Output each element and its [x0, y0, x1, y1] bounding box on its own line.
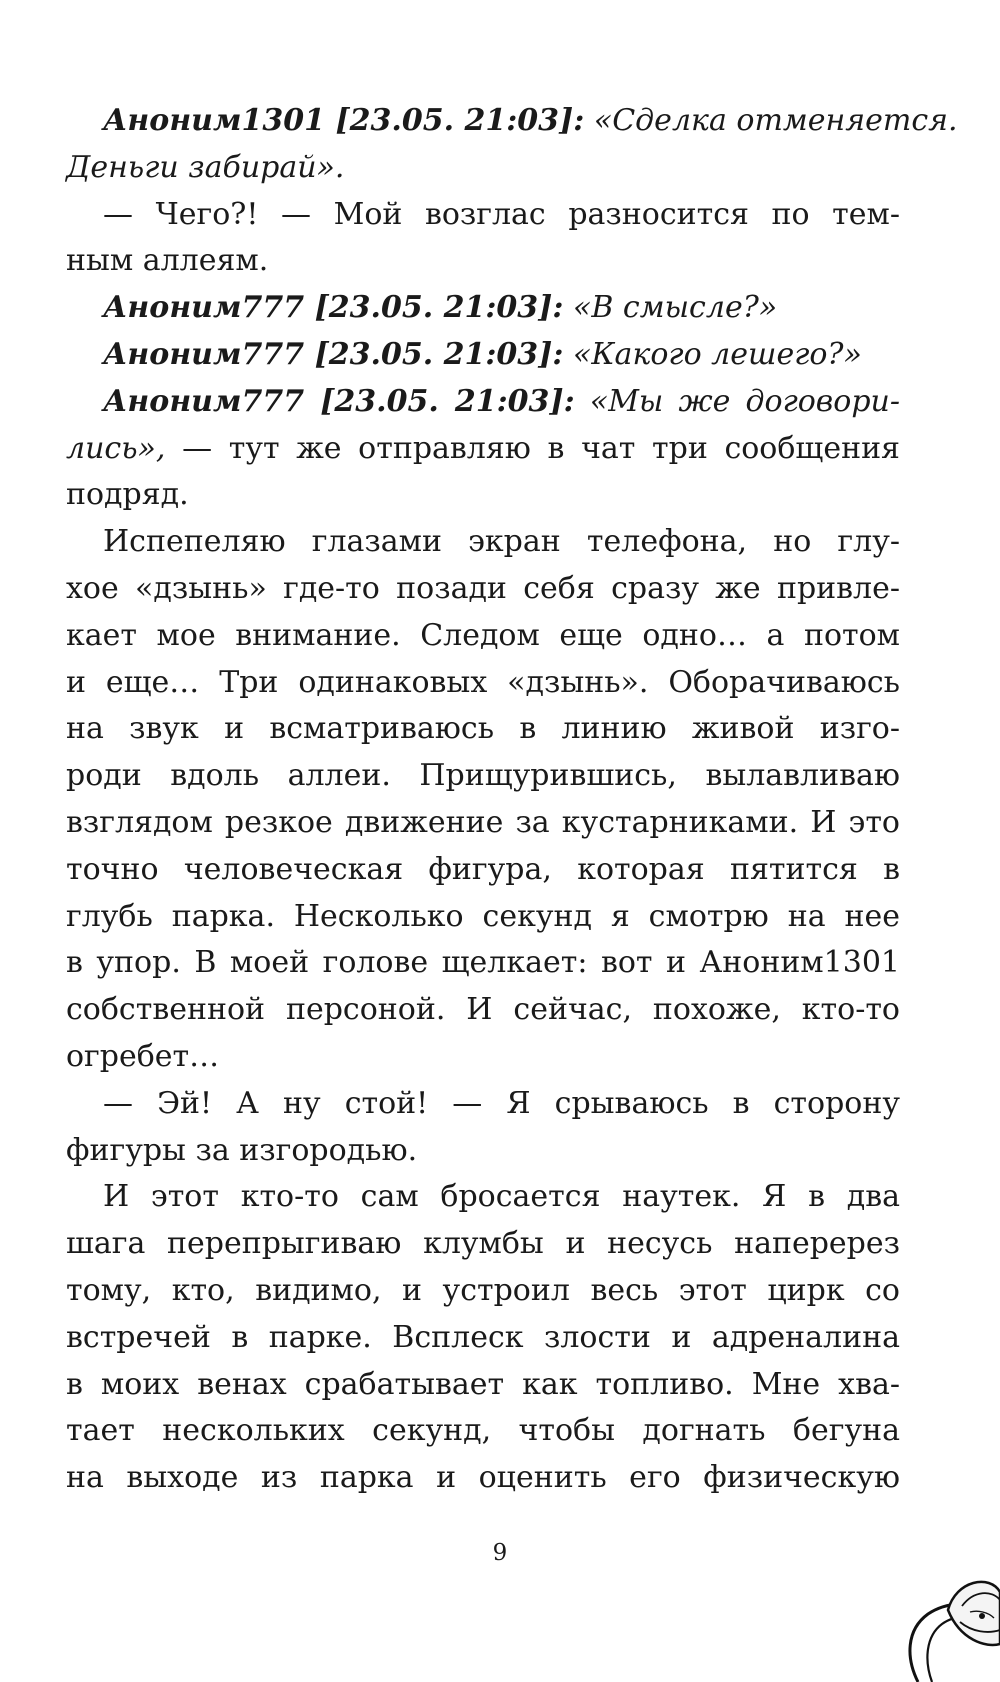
text-line: взглядом резкое движение за кустарниками. И это [66, 804, 900, 840]
page-body-text [66, 98, 958, 1502]
narration-text: — тут же отправляю в чат три сообщения [165, 430, 900, 466]
chat-message: «Мы же договори- [574, 383, 900, 419]
text-line: — Эй! А ну стой! — Я срываюсь в сторону [103, 1085, 900, 1121]
chat-message: «В смысле?» [563, 290, 778, 326]
text-line: подряд. [66, 477, 189, 513]
text-line: кает мое внимание. Следом еще одно… а потом [66, 617, 900, 653]
text-line: тает нескольких секунд, чтобы догнать бегуна [66, 1413, 900, 1449]
text-line: в моих венах срабатывает как топливо. Мне хва- [66, 1366, 900, 1402]
text-line: ным аллеям. [66, 243, 269, 279]
text-line [66, 379, 900, 426]
text-line: хое «дзынь» где-то позади себя сразу же привле- [66, 570, 900, 606]
text-line: на звук и всматриваюсь в линию живой изго- [66, 711, 900, 747]
text-line: огребет… [66, 1038, 220, 1074]
chat-sender: Аноним777 [23.05. 21:03]: [103, 336, 564, 372]
text-line: точно человеческая фигура, которая пятится в [66, 851, 900, 887]
paragraph [66, 192, 900, 286]
chat-sender: Аноним777 [23.05. 21:03]: [103, 290, 564, 326]
text-line: встречей в парке. Всплеск злости и адреналина [66, 1319, 900, 1355]
page-number: 9 [492, 1540, 508, 1566]
text-line: фигуры за изгородью. [66, 1132, 418, 1168]
text-line [66, 145, 900, 192]
paragraph [66, 379, 900, 519]
text-line: роди вдоль аллеи. Прищурившись, вылавливаю [66, 758, 900, 794]
text-line: тому, кто, видимо, и устроил весь этот цирк со [66, 1272, 900, 1308]
chat-message: «Какого лешего?» [563, 336, 862, 372]
text-line [66, 285, 900, 332]
text-line [66, 98, 958, 145]
text-line: и еще… Три одинаковых «дзынь». Оборачиваюсь [66, 664, 900, 700]
paragraph [66, 519, 900, 1081]
paragraph [66, 332, 900, 379]
paragraph [66, 285, 900, 332]
chat-message: лись», [66, 430, 166, 466]
chat-message: «Сделка отменяется. [584, 103, 958, 138]
text-line: на выходе из парка и оценить его физическую [66, 1460, 900, 1496]
paragraph [66, 1081, 900, 1175]
chat-message: Деньги забирай». [66, 149, 345, 185]
paragraph [66, 1174, 900, 1502]
text-line: И этот кто-то сам бросается наутек. Я в два [103, 1179, 900, 1215]
text-line [66, 426, 900, 473]
text-line: собственной персоной. И сейчас, похоже, кто-то [66, 992, 900, 1028]
text-line: в упор. В моей голове щелкает: вот и Аноним1301 [66, 945, 900, 981]
text-line: — Чего?! — Мой возглас разносится по тем- [103, 196, 900, 232]
text-line [66, 332, 900, 379]
text-line: шага перепрыгиваю клумбы и несусь наперерез [66, 1226, 900, 1262]
text-line: Испепеляю глазами экран телефона, но глу- [103, 524, 900, 560]
paragraph [66, 98, 958, 192]
flower-bud-ornament-icon [898, 1540, 1000, 1682]
chat-sender: Аноним1301 [23.05. 21:03]: [103, 103, 585, 138]
text-line: глубь парка. Несколько секунд я смотрю на нее [66, 898, 900, 934]
chat-sender: Аноним777 [23.05. 21:03]: [103, 383, 575, 419]
